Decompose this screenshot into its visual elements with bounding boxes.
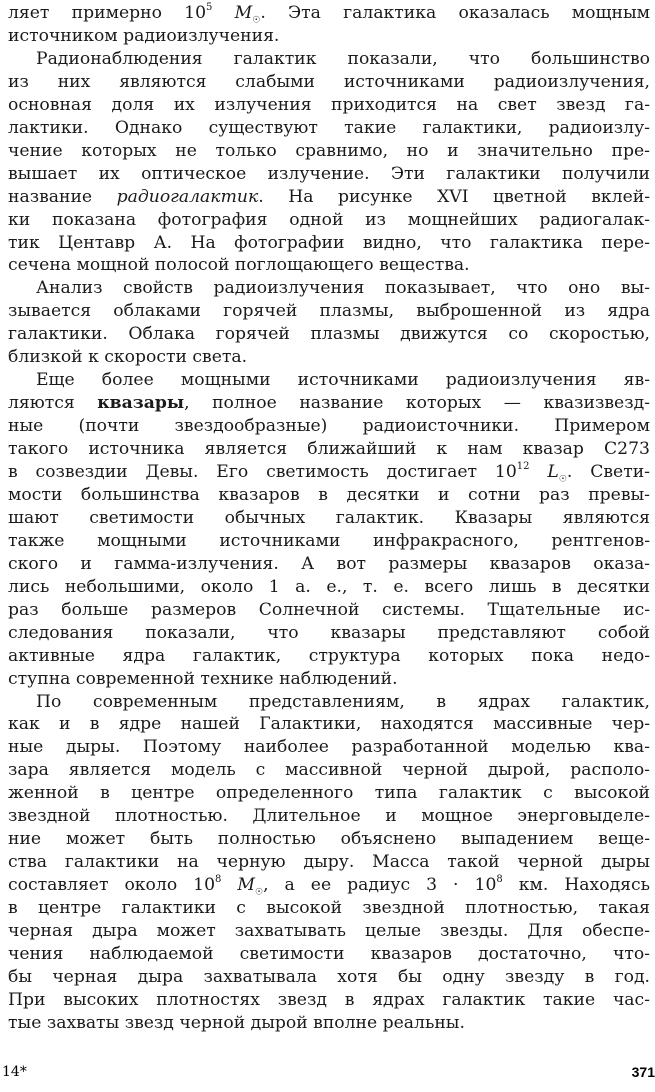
text-run: . На рисунке XVI цветной вклей-	[258, 186, 651, 207]
text-line	[8, 232, 650, 255]
text-line	[8, 782, 650, 805]
text-line	[8, 163, 650, 186]
text-run: По современным представлениям, в ядрах галактик,	[36, 691, 650, 712]
text-line	[8, 1012, 650, 1035]
superscript: 12	[516, 461, 530, 473]
text-run: ства галактики на черную дыру. Масса такой черной дыры	[8, 852, 650, 873]
text-run: следования показали, что квазары представляют собой	[8, 622, 650, 643]
text-line	[8, 805, 650, 828]
text-run: активные ядра галактик, структура которых пока недо-	[8, 645, 650, 666]
text-run	[221, 875, 237, 895]
text-line	[8, 392, 650, 415]
text-run: черная дыра может захватывать целые звезды. Для обеспе-	[8, 921, 650, 941]
text-run: тые захваты звезд черной дырой вполне реальны.	[8, 1012, 465, 1033]
superscript: 5	[206, 2, 213, 14]
text-run: ные дыры. Поэтому наиболее разработанной моделью ква-	[8, 737, 650, 758]
math-symbol: M	[234, 3, 253, 23]
text-run: . Эта галактика оказалась мощным	[260, 3, 651, 23]
text-line	[8, 71, 650, 94]
text-line	[8, 828, 650, 851]
text-run: чения наблюдаемой светимости квазаров достаточно, что-	[8, 943, 650, 964]
text-line	[8, 966, 650, 989]
text-run: звездной плотностью. Длительное и мощное энерговыделе-	[8, 806, 650, 827]
text-run: . Свети-	[566, 462, 650, 482]
text-run: ступна современной технике наблюдений.	[8, 668, 398, 689]
text-run: близкой к скорости света.	[8, 347, 248, 368]
text-run: мости большинства квазаров в десятки и сотни раз превы-	[8, 484, 650, 505]
text-line	[8, 759, 650, 782]
text-run: бы черная дыра захватывала хотя бы одну звезду в год.	[8, 966, 650, 987]
text-run: ние может быть полностью объяснено выпадением веще-	[8, 829, 650, 850]
subscript: ☉	[252, 15, 261, 26]
text-line	[8, 484, 650, 507]
text-run: Радионаблюдения галактик показали, что большинство	[36, 48, 650, 69]
text-line	[8, 415, 650, 438]
text-line	[8, 507, 650, 530]
text-run: из них являются слабыми источниками радиоизлучения,	[8, 71, 650, 92]
italic-term: радиогалактик	[116, 186, 259, 207]
bold-term: квазары	[97, 393, 185, 414]
text-line	[8, 346, 650, 369]
text-run: также мощными источниками инфракрасного, рентгенов-	[8, 530, 650, 551]
text-run: галактики. Облака горячей плазмы движутся со скоростью,	[8, 324, 650, 345]
page-number: 371	[631, 1064, 655, 1080]
text-line	[8, 851, 650, 874]
text-line	[8, 920, 650, 943]
text-line	[8, 438, 650, 461]
text-line	[8, 622, 650, 645]
text-run: женной в центре определенного типа галактик с высокой	[8, 783, 650, 804]
text-line	[36, 369, 650, 392]
text-line	[36, 691, 650, 714]
subscript: ☉	[558, 474, 567, 485]
text-run: лись небольшими, около 1 а. е., т. е. всего лишь в десятки	[8, 576, 650, 597]
text-line	[8, 713, 650, 736]
math-symbol: M	[237, 875, 256, 896]
text-run: чение которых не только сравнимо, но и значительно пре-	[8, 140, 650, 161]
text-run	[530, 462, 548, 482]
text-run: название	[8, 186, 117, 207]
text-line	[8, 117, 650, 140]
superscript: 8	[496, 874, 503, 886]
text-run: ные (почти звездообразные) радиоисточники. Примером	[8, 416, 650, 437]
text-run: в созвездии Девы. Его светимость достигает 10	[8, 462, 517, 482]
text-line	[8, 94, 650, 117]
text-run: , а ее радиус 3 · 10	[263, 875, 497, 896]
text-run: ки показана фотография одной из мощнейших радиогалак-	[8, 209, 650, 230]
text-line	[8, 300, 650, 323]
text-run: Еще более мощными источниками радиоизлучения яв-	[36, 370, 650, 391]
text-run: тик Центавр А. На фотографии видно, что галактика пере-	[8, 232, 650, 253]
text-line	[8, 989, 650, 1012]
text-line	[8, 2, 650, 25]
superscript: 8	[215, 874, 222, 886]
text-line	[8, 943, 650, 966]
text-line	[8, 186, 650, 209]
text-run: составляет около 10	[8, 875, 216, 896]
text-run: При высоких плотностях звезд в ядрах галактик такие час-	[8, 989, 650, 1010]
text-line	[8, 140, 650, 163]
subscript: ☉	[255, 887, 264, 898]
text-run: вышает их оптическое излучение. Эти галактики получили	[8, 163, 650, 184]
text-run: км. Находясь	[502, 875, 651, 896]
text-line	[8, 599, 650, 622]
text-run: раз больше размеров Солнечной системы. Тщательные ис-	[8, 599, 650, 620]
text-run: Анализ свойств радиоизлучения показывает, что оно вы-	[36, 278, 650, 299]
text-run: зара является модель с массивной черной дырой, располо-	[8, 760, 650, 781]
text-run: ского и гамма-излучения. А вот размеры квазаров оказа-	[8, 553, 650, 574]
text-run: ляются	[8, 393, 98, 414]
text-line	[8, 25, 650, 48]
text-line	[8, 209, 650, 232]
text-run: сечена мощной полосой поглощающего вещества.	[8, 255, 470, 276]
text-line	[8, 874, 650, 897]
text-run: лактики. Однако существуют такие галактики, радиоизлу-	[8, 117, 650, 138]
text-line	[36, 277, 650, 300]
text-run: ляет примерно 10	[8, 3, 207, 23]
text-run: в центре галактики с высокой звездной плотностью, такая	[8, 898, 650, 919]
math-symbol: L	[547, 462, 559, 482]
text-run: зывается облаками горячей плазмы, выброшенной из ядра	[8, 301, 650, 322]
text-line	[8, 736, 650, 759]
text-run: источником радиоизлучения.	[8, 25, 280, 46]
signature-mark: 14*	[2, 1064, 27, 1080]
book-page	[8, 0, 650, 1092]
text-line	[36, 48, 650, 71]
text-run: основная доля их излучения приходится на свет звезд га-	[8, 94, 650, 115]
text-run	[212, 3, 234, 23]
text-run: , полное название которых — квазизвезд-	[184, 393, 650, 414]
text-line	[8, 323, 650, 346]
text-line	[8, 553, 650, 576]
text-line	[8, 668, 650, 691]
text-run: такого источника является ближайший к нам квазар С273	[8, 439, 650, 460]
text-line	[8, 461, 650, 484]
text-line	[8, 645, 650, 668]
text-line	[8, 254, 650, 277]
text-line	[8, 897, 650, 920]
text-run: как и в ядре нашей Галактики, находятся массивные чер-	[8, 714, 650, 735]
text-line	[8, 530, 650, 553]
text-run: шают светимости обычных галактик. Квазары являются	[8, 507, 650, 528]
text-line	[8, 576, 650, 599]
